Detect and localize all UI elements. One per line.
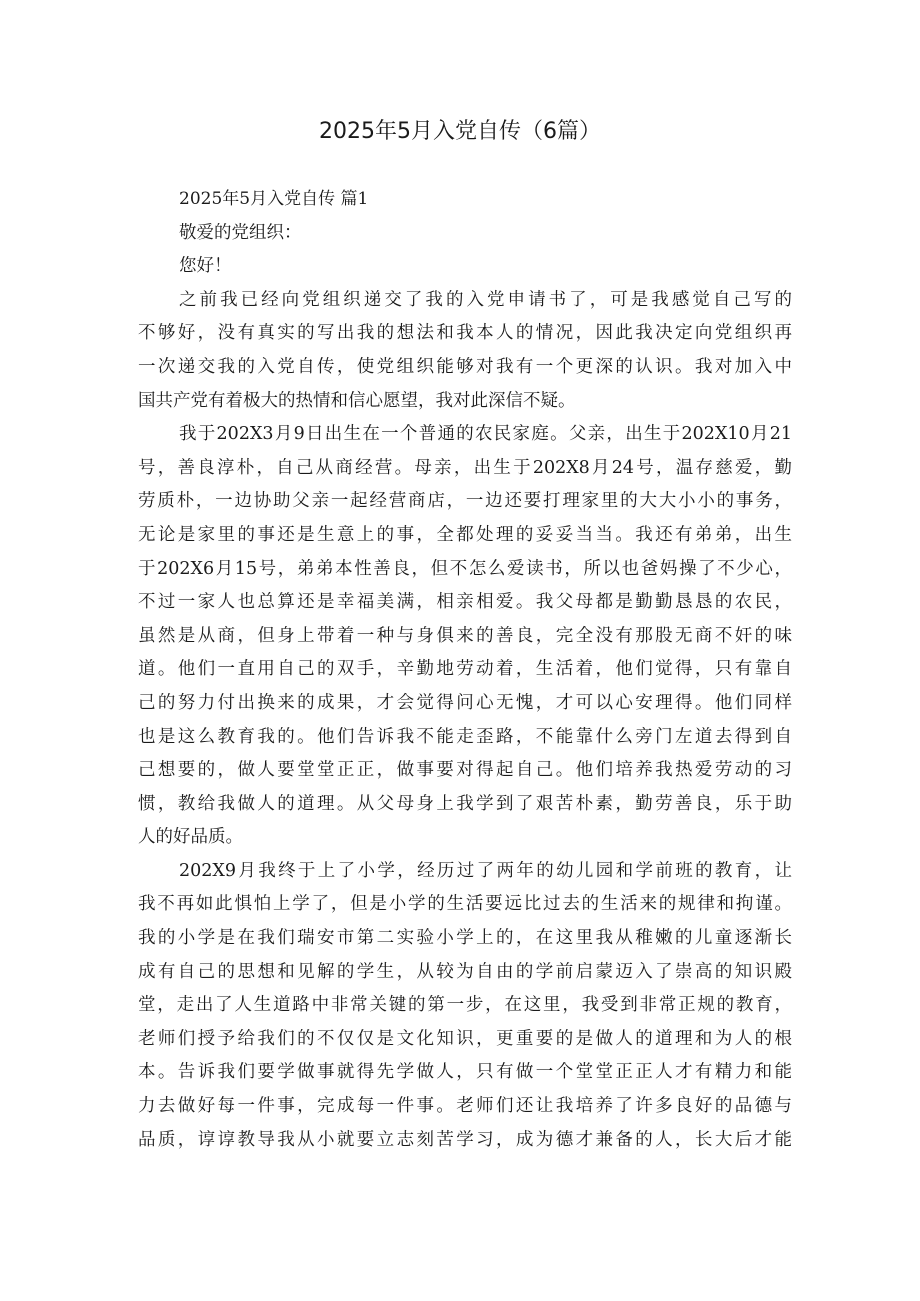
paragraph-line: 之前我已经向党组织递交了我的入党申请书了，可是我感觉自己写的: [179, 289, 792, 310]
paragraph-line: 虽然是从商，但身上带着一种与身俱来的善良，完全没有那股无商不奸的味: [138, 625, 792, 646]
salutation: 敬爱的党组织：: [179, 222, 302, 243]
paragraph: [138, 418, 792, 855]
paragraph-line: 本。告诉我们要学做事就得先学做人，只有做一个堂堂正正人才有精力和能: [138, 1062, 792, 1083]
paragraph-line: 一次递交我的入党自传，使党组织能够对我有一个更深的认识。我对加入中: [138, 356, 792, 377]
paragraph-line: 不够好，没有真实的写出我的想法和我本人的情况，因此我决定向党组织再: [138, 323, 792, 344]
document-body: [138, 183, 792, 1157]
paragraph-line: 道。他们一直用自己的双手，辛勤地劳动着，生活着，他们觉得，只有靠自: [138, 659, 792, 680]
paragraph-line: 也是这么教育我的。他们告诉我不能走歪路，不能靠什么旁门左道去得到自: [138, 726, 792, 747]
paragraph-line: 己想要的，做人要堂堂正正，做事要对得起自己。他们培养我热爱劳动的习: [138, 760, 792, 781]
paragraph: [138, 284, 792, 418]
paragraph-line: 于202X6月15号，弟弟本性善良，但不怎么爱读书，所以也爸妈操了不少心，: [138, 558, 792, 579]
paragraph-line: 惯，教给我做人的道理。从父母身上我学到了艰苦朴素，勤劳善良，乐于助: [138, 793, 792, 814]
paragraph-line: 人的好品质。: [138, 827, 243, 848]
paragraph-line: 我于202X3月9日出生在一个普通的农民家庭。父亲，出生于202X10月21: [179, 424, 792, 445]
paragraph-line: 不过一家人也总算还是幸福美满，相亲相爱。我父母都是勤勤恳恳的农民，: [138, 592, 792, 613]
paragraph-line: 成有自己的思想和见解的学生，从较为自由的学前启蒙迈入了崇高的知识殿: [138, 961, 792, 982]
paragraph-line: 无论是家里的事还是生意上的事，全都处理的妥妥当当。我还有弟弟，出生: [138, 524, 792, 545]
paragraph-line: 我不再如此惧怕上学了，但是小学的生活要远比过去的生活来的规律和拘谨。: [138, 894, 792, 915]
paragraph-line: 力去做好每一件事，完成每一件事。老师们还让我培养了许多良好的品德与: [138, 1096, 792, 1117]
paragraph-line: 202X9月我终于上了小学，经历过了两年的幼儿园和学前班的教育，让: [179, 860, 792, 881]
paragraph-line: 我的小学是在我们瑞安市第二实验小学上的，在这里我从稚嫩的儿童逐渐长: [138, 928, 792, 949]
section-heading: 2025年5月入党自传 篇1: [179, 189, 369, 209]
paragraph-line: 国共产党有着极大的热情和信心愿望，我对此深信不疑。: [138, 390, 576, 411]
document-title: 2025年5月入党自传（6篇）: [319, 119, 601, 144]
paragraph: [138, 855, 792, 1157]
greeting: 您好！: [179, 256, 232, 277]
paragraph-line: 号，善良淳朴，自己从商经营。母亲，出生于202X8月24号，温存慈爱，勤: [138, 457, 792, 478]
paragraph-line: 老师们授予给我们的不仅仅是文化知识，更重要的是做人的道理和为人的根: [138, 1028, 792, 1049]
paragraph-line: 品质，谆谆教导我从小就要立志刻苦学习，成为德才兼备的人，长大后才能: [138, 1129, 792, 1150]
paragraph-line: 堂，走出了人生道路中非常关键的第一步，在这里，我受到非常正规的教育，: [138, 995, 792, 1016]
paragraph-line: 劳质朴，一边协助父亲一起经营商店，一边还要打理家里的大大小小的事务，: [138, 491, 792, 512]
paragraph-line: 己的努力付出换来的成果，才会觉得问心无愧，才可以心安理得。他们同样: [138, 692, 792, 713]
